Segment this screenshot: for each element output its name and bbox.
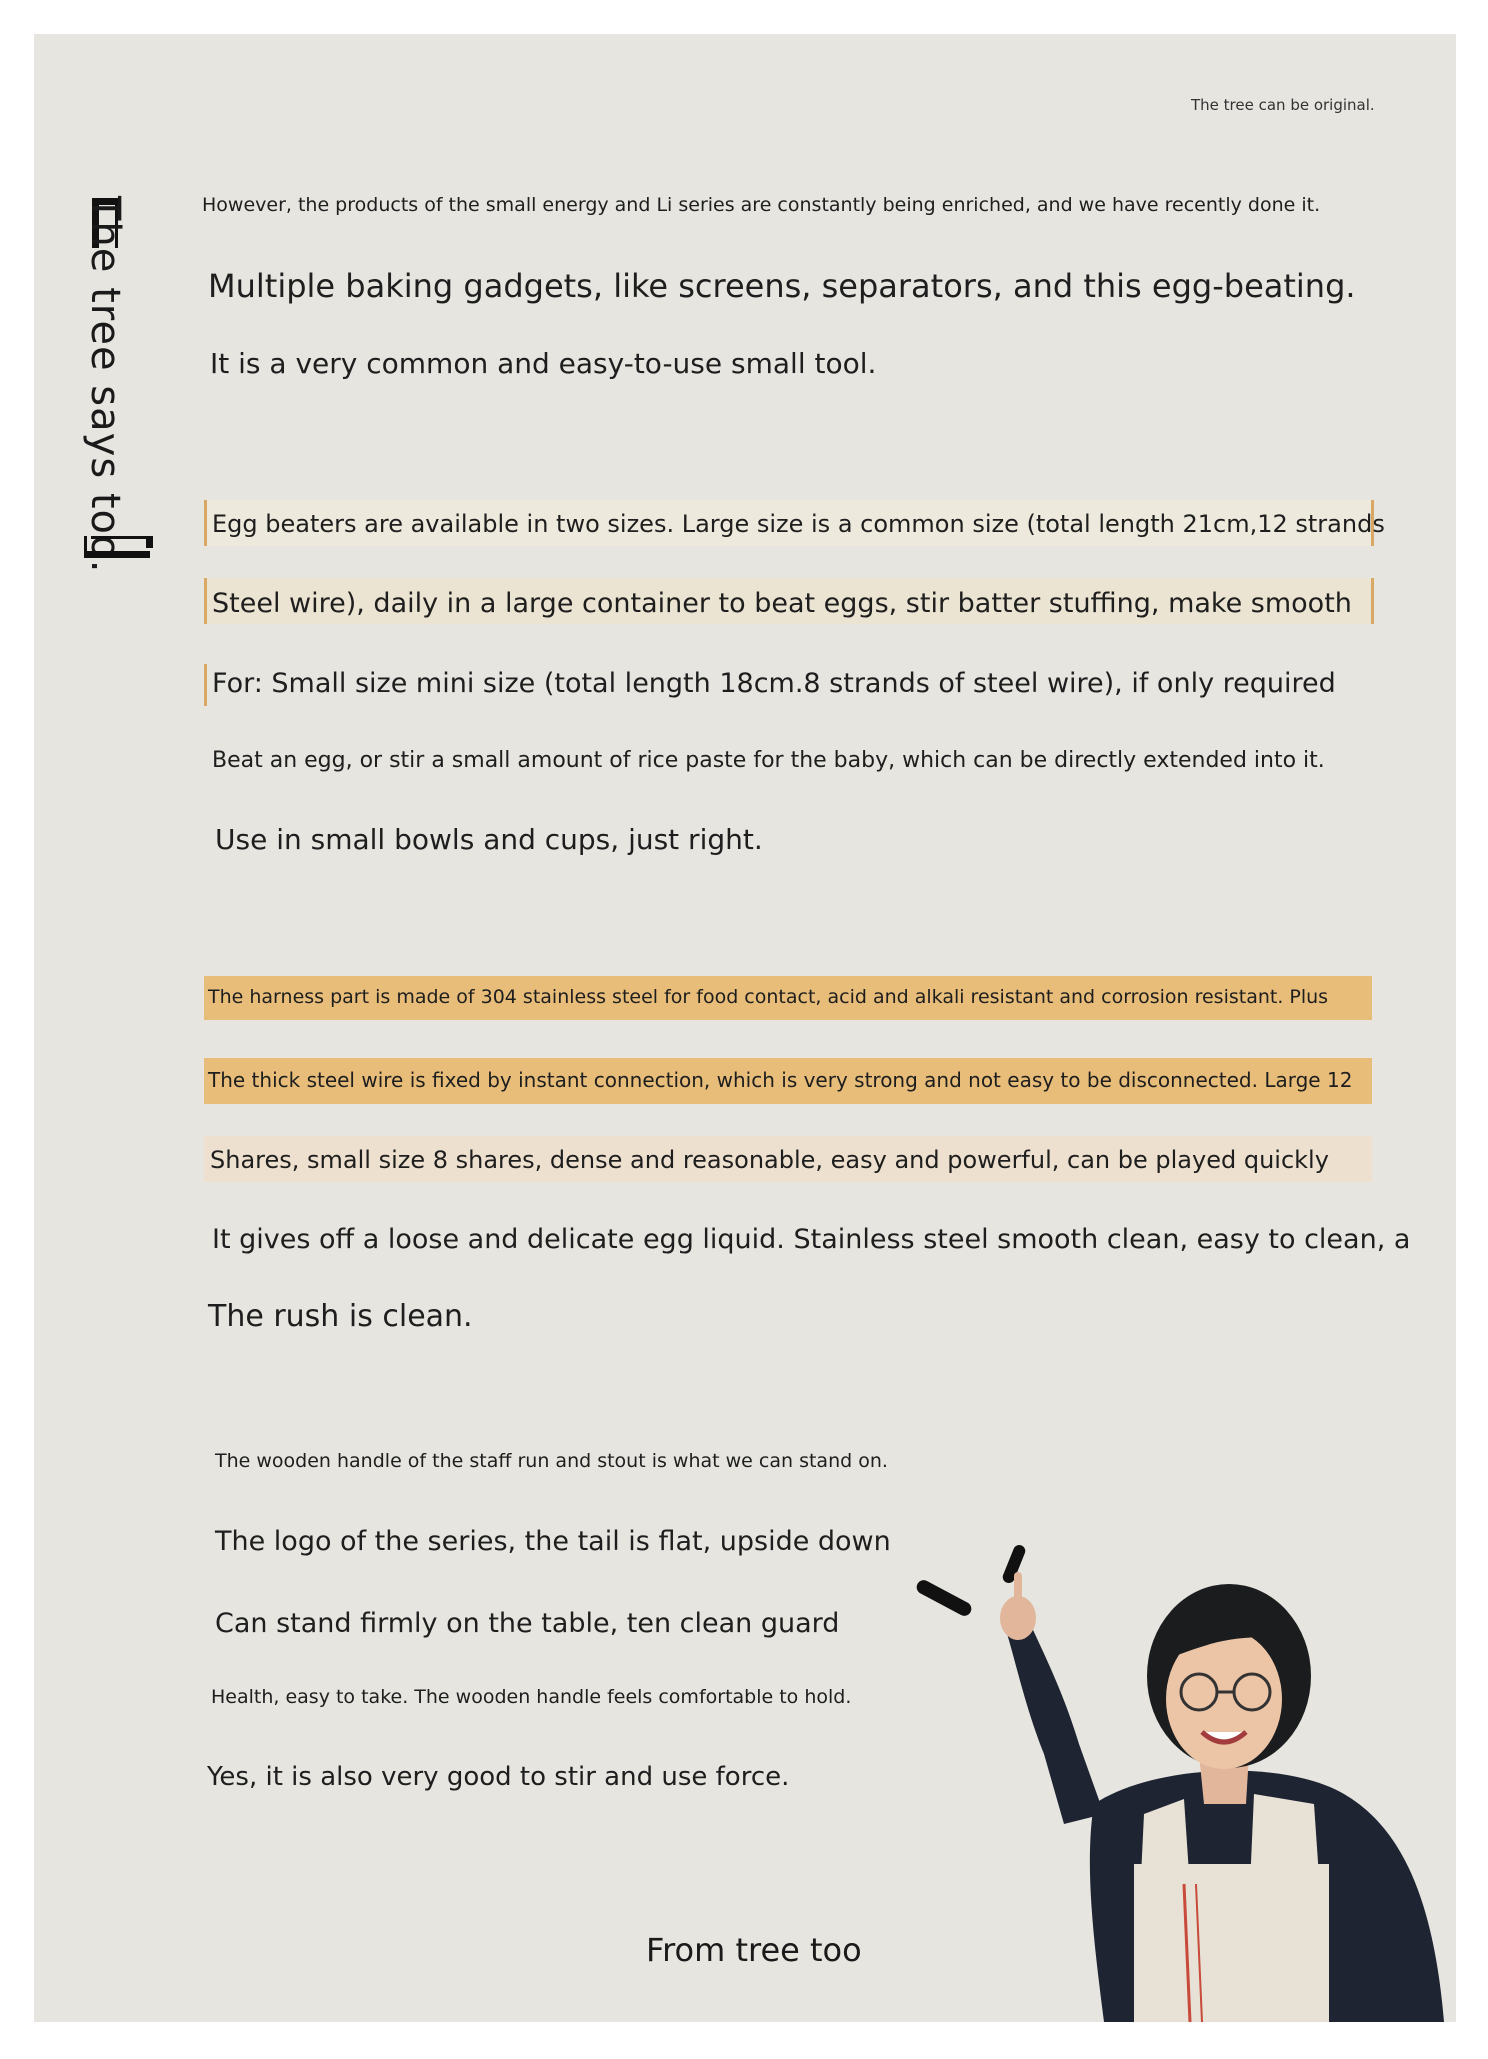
handle-line-4: Health, easy to take. The wooden handle feels comfortable to hold. xyxy=(211,1686,852,1708)
sizes-line-5: Use in small bowls and cups, just right. xyxy=(215,823,763,856)
sizes-line-4: Beat an egg, or stir a small amount of rice paste for the baby, which can be directly extended into it. xyxy=(212,748,1325,773)
close-quote-bracket xyxy=(84,536,150,558)
handle-line-3: Can stand firmly on the table, ten clean guard xyxy=(215,1608,840,1639)
material-line-3: Shares, small size 8 shares, dense and reasonable, easy and powerful, can be played quickly xyxy=(210,1146,1329,1174)
material-line-1: The harness part is made of 304 stainless steel for food contact, acid and alkali resistant and corrosion resistant. Plus xyxy=(208,986,1329,1008)
sizes-line-2: Steel wire), daily in a large container to beat eggs, stir batter stuffing, make smooth xyxy=(212,588,1352,619)
accent-stroke xyxy=(914,1578,974,1619)
page-panel xyxy=(34,34,1456,2022)
vertical-title: The tree says too. xyxy=(82,196,128,574)
intro-line-2: Multiple baking gadgets, like screens, separators, and this egg-beating. xyxy=(208,267,1356,305)
material-line-4: It gives off a loose and delicate egg liquid. Stainless steel smooth clean, easy to clean, a xyxy=(212,1224,1411,1255)
handle-line-1: The wooden handle of the staff run and stout is what we can stand on. xyxy=(215,1450,888,1472)
highlight-edge xyxy=(204,578,207,624)
highlight-edge xyxy=(204,664,207,706)
sizes-line-3: For: Small size mini size (total length 18cm.8 strands of steel wire), if only required xyxy=(212,668,1336,699)
handle-line-2: The logo of the series, the tail is flat, upside down xyxy=(215,1526,891,1557)
signature: From tree too xyxy=(646,1931,862,1969)
person-illustration xyxy=(984,1564,1456,2022)
sizes-line-1: Egg beaters are available in two sizes. Large size is a common size (total length 21cm,12 strands xyxy=(212,510,1385,538)
corner-note: The tree can be original. xyxy=(1191,96,1375,114)
material-line-2: The thick steel wire is fixed by instant connection, which is very strong and not easy to be disconnected. Large 12 xyxy=(208,1068,1353,1092)
handle-line-5: Yes, it is also very good to stir and use force. xyxy=(207,1762,790,1792)
material-line-5: The rush is clean. xyxy=(208,1299,473,1334)
intro-line-3: It is a very common and easy-to-use small tool. xyxy=(210,347,877,380)
intro-line-1: However, the products of the small energy and Li series are constantly being enriched, and we have recently done it. xyxy=(202,194,1321,216)
highlight-edge xyxy=(1371,578,1374,624)
highlight-edge xyxy=(204,500,207,546)
